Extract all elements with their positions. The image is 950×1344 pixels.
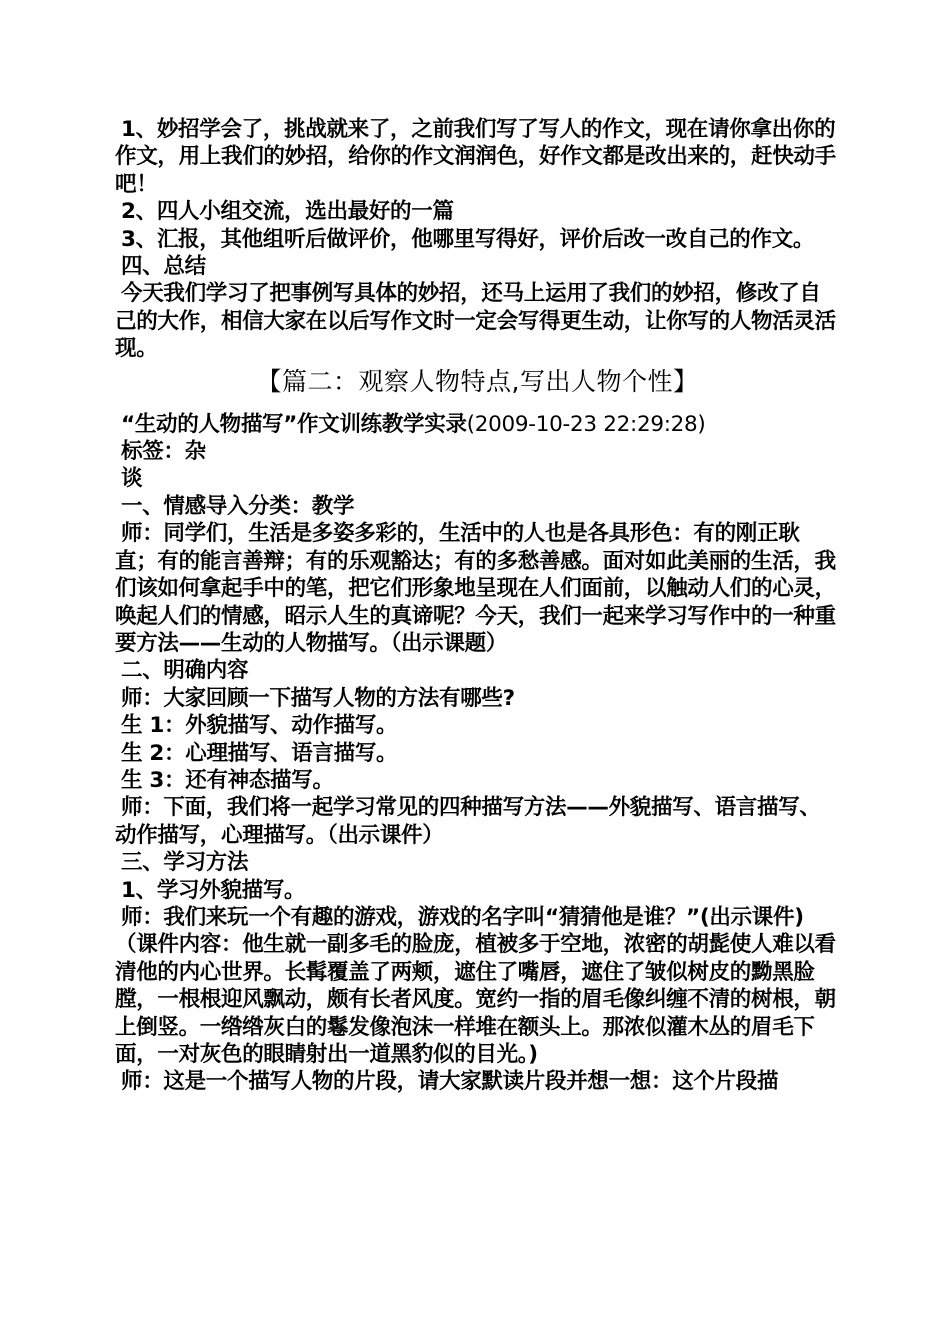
paragraph: 师：我们来玩一个有趣的游戏，游戏的名字叫“猜猜他是谁？”(出示课件)（课件内容：他生就一副多毛的脸庞，植被多于空地，浓密的胡髭使人难以看清他的内心世界。长髯覆盖了两颊，遮住了嘴唇，遮住了皱似树皮的黝黑脸膛，一根根迎风飘动，颇有长者风度。宽约一指的眉毛像纠缠不清的树根，朝上倒竖。一绺绺灰白的鬈发像泡沫一样堆在额头上。那浓似灌木丛的眉毛下面，一对灰色的眼睛射出一道黑豹似的目光。) bbox=[115, 904, 836, 1067]
article-date: (2009-10-23 22:29:28) bbox=[466, 411, 706, 437]
paragraph: 生 1：外貌描写、动作描写。 bbox=[121, 713, 398, 739]
article-title-text: “生动的人物描写”作文训练教学实录 bbox=[121, 411, 467, 437]
section-title: 三、学习方法 bbox=[121, 850, 249, 876]
paragraph: 2、四人小组交流，选出最好的一篇 bbox=[121, 199, 454, 225]
paragraph: 师：大家回顾一下描写人物的方法有哪些? bbox=[121, 685, 515, 711]
section-title: 四、总结 bbox=[121, 254, 206, 280]
tags-line-continued: 谈 bbox=[121, 466, 143, 492]
chapter-heading: 【篇二：观察人物特点,写出人物个性】 bbox=[256, 366, 699, 396]
document-page bbox=[115, 116, 840, 1096]
paragraph: 师：这是一个描写人物的片段，请大家默读片段并想一想：这个片段描 bbox=[121, 1069, 779, 1095]
paragraph: 1、妙招学会了，挑战就来了，之前我们写了写人的作文，现在请你拿出你的作文，用上我们的妙招，给你的作文润润色，好作文都是改出来的，赶快动手吧！ bbox=[115, 117, 836, 197]
paragraph: 3、汇报，其他组听后做评价，他哪里写得好，评价后改一改自己的作文。 bbox=[121, 226, 815, 252]
paragraph: 生 3：还有神态描写。 bbox=[121, 767, 334, 793]
paragraph: 今天我们学习了把事例写具体的妙招，还马上运用了我们的妙招，修改了自己的大作，相信大家在以后写作文时一定会写得更生动，让你写的人物活灵活现。 bbox=[115, 281, 836, 362]
article-title bbox=[115, 411, 840, 438]
paragraph: 1、学习外貌描写。 bbox=[121, 877, 306, 903]
tags-line: 标签：杂 bbox=[121, 439, 206, 465]
section-title: 一、情感导入分类：教学 bbox=[121, 493, 355, 519]
section-title: 二、明确内容 bbox=[121, 658, 249, 684]
paragraph: 生 2：心理描写、语言描写。 bbox=[121, 740, 398, 766]
paragraph: 师：下面，我们将一起学习常见的四种描写方法——外貌描写、语言描写、动作描写，心理描写。（出示课件） bbox=[115, 795, 821, 848]
paragraph: 师：同学们，生活是多姿多彩的，生活中的人也是各具形色：有的刚正耿直；有的能言善辩；有的乐观豁达；有的多愁善感。面对如此美丽的生活，我们该如何拿起手中的笔，把它们形象地呈现在人们面前，以触动人们的心灵，唤起人们的情感，昭示人生的真谛呢？今天，我们一起来学习写作中的一种重要方法——生动的人物描写。（出示课题） bbox=[115, 521, 836, 656]
